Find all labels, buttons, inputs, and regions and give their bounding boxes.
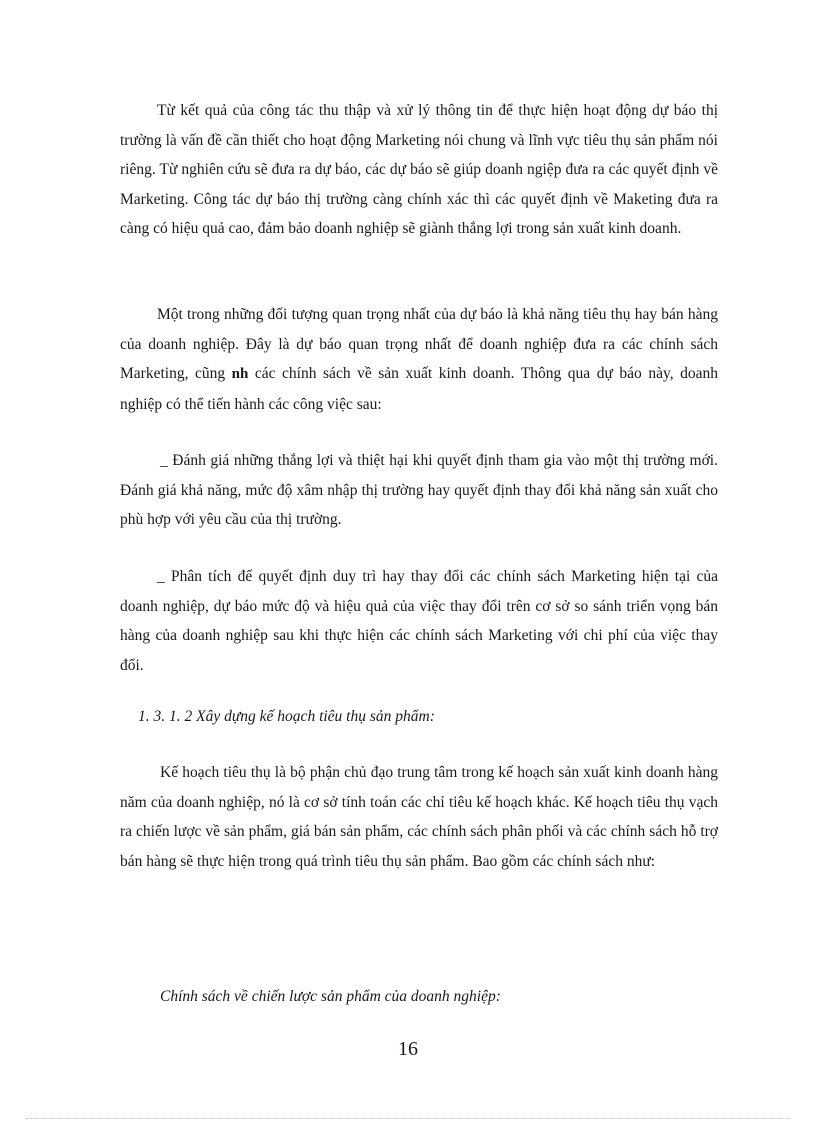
paragraph-sales-plan: Kế hoạch tiêu thụ là bộ phận chủ đạo trung tâm trong kế hoạch sản xuất kinh doanh hàng năm của doanh nghiệp, nó là cơ sở tính toán các chỉ tiêu kế hoạch khác. Kế hoạch tiêu thụ vạch ra chiến lược về sản phẩm, giá bán sản phẩm, các chính sách phân phối và các chính sách hỗ trợ bán hàng sẽ thực hiện trong quá trình tiêu thụ sản phẩm. Bao gồm các chính sách như: [120, 764, 718, 870]
bullet-analyze-policy: _ Phân tích để quyết định duy trì hay thay đổi các chính sách Marketing hiện tại của doanh nghiệp, dự báo mức độ và hiệu quả của việc thay đổi trên cơ sở so sánh triển vọng bán hàng của doanh nghiệp sau khi thực hiện các chính sách Marketing với chi phí của việc thay đổi. [120, 568, 718, 674]
paragraph-sales-forecast [120, 300, 718, 419]
subheading-product-strategy: Chính sách về chiến lược sản phẩm của doanh nghiệp: [160, 988, 501, 1005]
section-heading-sales-plan: 1. 3. 1. 2 Xây dựng kế hoạch tiêu thụ sản phẩm: [138, 708, 435, 725]
paragraph-forecast-intro: Từ kết quả của công tác thu thập và xử lý thông tin để thực hiện hoạt động dự báo thị trường là vấn đề cần thiết cho hoạt động Marketing nói chung và lĩnh vực tiêu thụ sản phẩm nói riêng. Từ nghiên cứu sẽ đưa ra dự báo, các dự báo sẽ giúp doanh ngiệp đưa ra các quyết định về Marketing. Công tác dự báo thị trường càng chính xác thì các quyết định về Maketing đưa ra càng có hiệu quả cao, đảm bảo doanh nghiệp sẽ giành thắng lợi trong sản xuất kinh doanh. [120, 102, 718, 238]
paragraph-sales-forecast-part2: các chính sách về sản xuất kinh doanh. Thông qua dự báo này, doanh nghiệp có thể tiến hành các công việc sau: [120, 365, 718, 413]
page-number: 16 [398, 1038, 418, 1060]
bullet-evaluate-market: _ Đánh giá những thắng lợi và thiệt hại khi quyết định tham gia vào một thị trường mới. Đánh giá khả năng, mức độ xâm nhập thị trường hay quyết định thay đổi khả năng sản xuất cho phù hợp với yêu cầu của thị trường. [120, 452, 718, 529]
page-bottom-divider [26, 1118, 790, 1119]
paragraph-sales-forecast-part1: Một trong những đối tượng quan trọng nhất của dự báo là khả năng tiêu thụ hay bán hàng của doanh nghiệp. Đây là dự báo quan trọng nhất để doanh nghiệp đưa ra các chính sách Marketing, cũng [120, 306, 718, 383]
bold-fragment-nh: nh [231, 366, 249, 383]
